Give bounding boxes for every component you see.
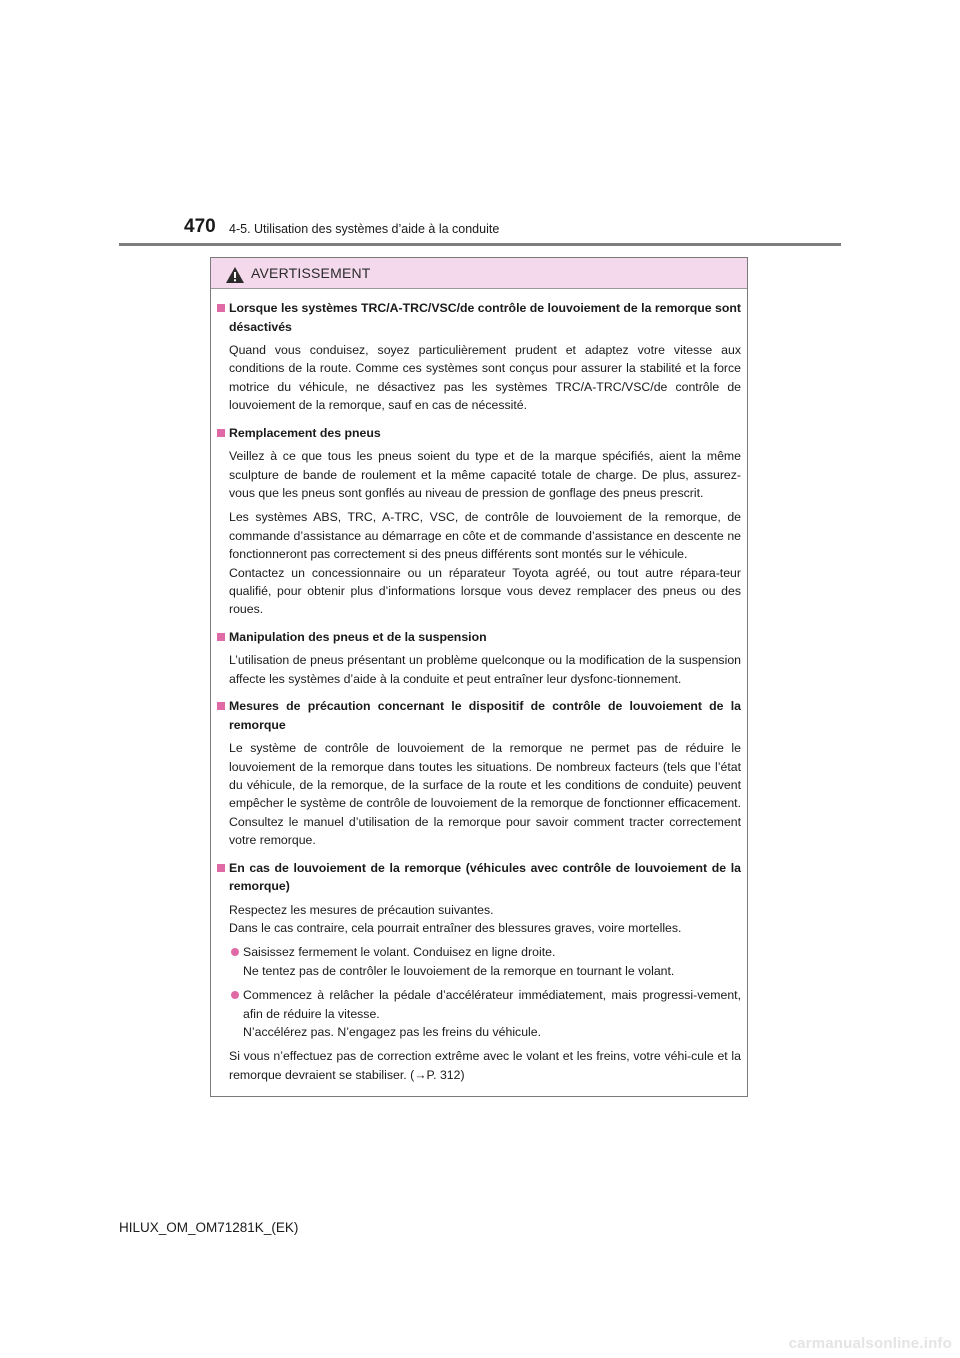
item-paragraph bbox=[217, 651, 741, 688]
item-heading bbox=[217, 628, 741, 647]
paragraph-line: L’utilisation de pneus présentant un problème quelconque ou la modification de la suspension affecte les systèmes d’aide à la conduite et peut entraîner leur dysfonc-tionnement. bbox=[229, 653, 741, 686]
square-bullet-icon bbox=[217, 702, 225, 710]
paragraph-line: Contactez un concessionnaire ou un réparateur Toyota agréé, ou tout autre répara-teur qualifié, pour obtenir plus d’informations lorsque vous devez remplacer des pneus ou des roues. bbox=[229, 565, 741, 617]
item-heading bbox=[217, 299, 741, 336]
bullet-item bbox=[217, 986, 741, 1041]
header-divider bbox=[119, 243, 841, 246]
square-bullet-icon bbox=[217, 864, 225, 872]
item-heading-text: En cas de louvoiement de la remorque (véhicules avec contrôle de louvoiement de la remorque) bbox=[229, 860, 741, 894]
warning-item bbox=[217, 299, 741, 415]
bullet-text bbox=[243, 943, 741, 980]
paragraph-line: Le système de contrôle de louvoiement de la remorque ne permet pas de réduire le louvoiement de la remorque dans toutes les situations. De nombreux facteurs (tels que l’état du véhicule, de la remorque, de la surface de la route et les conditions de conduite) peuvent empêcher le système de contrôle de louvoiement de la remorque de fonctionner efficacement. Consultez le manuel d’utilisation de la remorque pour savoir comment tracter correctement votre remorque. bbox=[229, 741, 741, 848]
square-bullet-icon bbox=[217, 429, 225, 437]
item-closing-paragraph: Si vous n’effectuez pas de correction extrême avec le volant et les freins, votre véhi-cule et la remorque devraient se stabiliser. (→P. 312) bbox=[229, 1049, 741, 1082]
item-heading-text: Lorsque les systèmes TRC/A-TRC/VSC/de contrôle de louvoiement de la remorque sont désactivés bbox=[229, 301, 741, 334]
watermark: carmanualsonline.info bbox=[788, 1335, 952, 1352]
item-paragraph bbox=[217, 739, 741, 849]
section-title: 4-5. Utilisation des systèmes d’aide à la conduite bbox=[229, 222, 500, 236]
warning-item bbox=[217, 628, 741, 688]
square-bullet-icon bbox=[217, 304, 225, 312]
warning-item bbox=[217, 859, 741, 1085]
bullet-line: Commencez à relâcher la pédale d’accélérateur immédiatement, mais progressi-vement, afin de réduire la vitesse. bbox=[243, 988, 741, 1021]
paragraph-line: Les systèmes ABS, TRC, A-TRC, VSC, de contrôle de louvoiement de la remorque, de commande d’assistance au démarrage en côte et de commande d’assistance en descente ne fonctionneront pas correctement si des pneus différents sont montés sur le véhicule. bbox=[229, 510, 741, 562]
item-heading-text: Mesures de précaution concernant le dispositif de contrôle de louvoiement de la remorque bbox=[229, 699, 741, 732]
item-paragraph bbox=[217, 508, 741, 618]
paragraph-line: Dans le cas contraire, cela pourrait entraîner des blessures graves, voire mortelles. bbox=[229, 920, 682, 935]
bullet-item bbox=[217, 943, 741, 980]
paragraph-line: Quand vous conduisez, soyez particulièrement prudent et adaptez votre vitesse aux conditions de la route. Comme ces systèmes sont conçus pour assurer la stabilité et la force motrice du véhicule, ne désactivez pas les systèmes TRC/A-TRC/VSC/de contrôle de louvoiement de la remorque, sauf en cas de nécessité. bbox=[229, 343, 741, 413]
warning-header bbox=[211, 258, 747, 289]
paragraph-line: Respectez les mesures de précaution suivantes. bbox=[229, 902, 494, 917]
round-bullet-icon bbox=[231, 948, 239, 956]
item-heading bbox=[217, 697, 741, 734]
bullet-line: Ne tentez pas de contrôler le louvoiement de la remorque en tournant le volant. bbox=[243, 963, 675, 978]
bullet-text bbox=[243, 986, 741, 1041]
warning-triangle-icon bbox=[225, 266, 245, 284]
item-heading-text: Manipulation des pneus et de la suspension bbox=[229, 629, 487, 644]
warning-body bbox=[211, 289, 747, 1084]
item-heading bbox=[217, 859, 741, 896]
paragraph-line: Veillez à ce que tous les pneus soient du type et de la marque spécifiés, aient la même sculpture de bande de roulement et la même capacité totale de charge. De plus, assurez-vous que les pneus sont gonflés au niveau de pression de gonflage des pneus prescrit. bbox=[229, 449, 741, 500]
warning-title: AVERTISSEMENT bbox=[251, 265, 371, 281]
bullet-line: Saisissez fermement le volant. Conduisez en ligne droite. bbox=[243, 945, 556, 960]
item-paragraph bbox=[217, 447, 741, 502]
item-heading bbox=[217, 424, 741, 443]
square-bullet-icon bbox=[217, 633, 225, 641]
item-heading-text: Remplacement des pneus bbox=[229, 425, 381, 440]
warning-item bbox=[217, 697, 741, 849]
page-number: 470 bbox=[184, 216, 216, 237]
warning-item bbox=[217, 424, 741, 619]
item-paragraph bbox=[217, 901, 741, 938]
document-code: HILUX_OM_OM71281K_(EK) bbox=[119, 1220, 299, 1235]
warning-box bbox=[210, 257, 748, 1097]
bullet-line: N’accélérez pas. N’engagez pas les freins du véhicule. bbox=[243, 1024, 542, 1039]
item-paragraph bbox=[217, 341, 741, 415]
round-bullet-icon bbox=[231, 991, 239, 999]
